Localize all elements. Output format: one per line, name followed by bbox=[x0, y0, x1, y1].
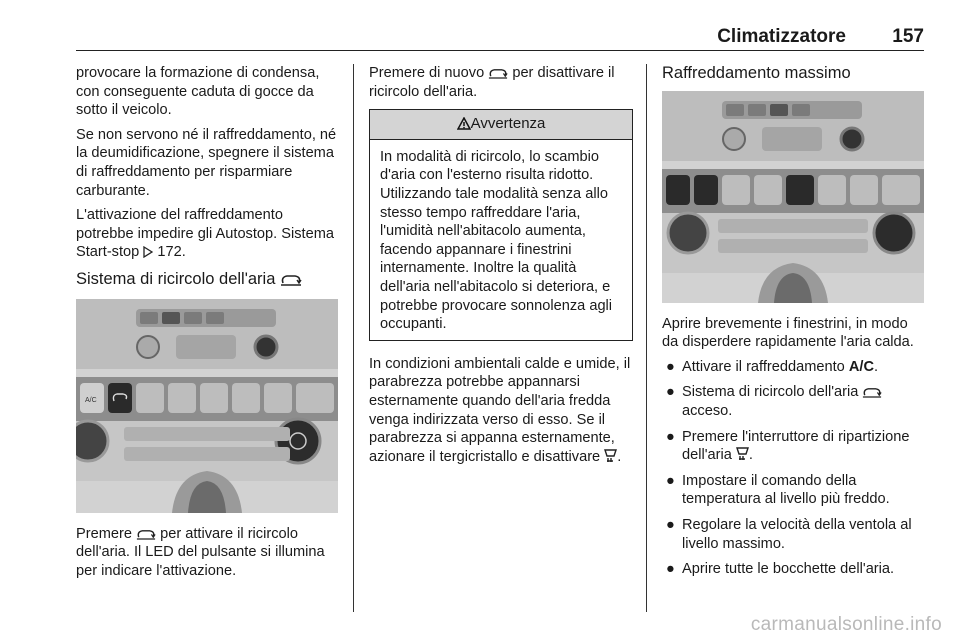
bullet: ● bbox=[666, 358, 675, 375]
column-1 bbox=[76, 64, 342, 586]
warning-triangle-icon bbox=[457, 117, 471, 130]
recirculation-icon bbox=[862, 386, 882, 398]
section-heading: Raffreddamento massimo bbox=[662, 64, 851, 82]
recirculation-icon bbox=[280, 273, 302, 286]
list-item: ● Attivare il raffreddamento A/C. bbox=[666, 358, 879, 375]
bullet: ● bbox=[666, 428, 675, 445]
bullet: ● bbox=[666, 516, 675, 533]
climate-panel-illustration bbox=[76, 299, 338, 513]
paragraph: Se non servono né il raffreddamento, né la deumidificazione, spegnere il sistema di raffreddamento per risparmiare carburante. bbox=[76, 126, 337, 199]
paragraph: Premere per attivare il ricircolo dell'aria. Il LED del pulsante si illumina per indicare l'attivazione. bbox=[76, 525, 325, 579]
paragraph bbox=[76, 206, 342, 262]
recirculation-icon bbox=[136, 528, 156, 540]
header-title: Climatizzatore bbox=[717, 26, 846, 47]
warning-box bbox=[369, 109, 633, 341]
climate-panel-photo bbox=[76, 299, 338, 513]
header-rule bbox=[76, 50, 924, 51]
page-reference-icon bbox=[143, 246, 153, 258]
warning-header bbox=[370, 110, 632, 140]
list-item: ● Aprire tutte le bocchette dell'aria. bbox=[666, 561, 895, 578]
climate-panel-photo-2 bbox=[662, 91, 924, 303]
bullet: ● bbox=[666, 472, 675, 489]
column-divider bbox=[353, 64, 354, 612]
watermark: carmanualsonline.info bbox=[750, 614, 942, 635]
page-reference[interactable]: 172. bbox=[157, 244, 186, 261]
list-item: ● Impostare il comando della temperatura al livello più freddo. bbox=[666, 472, 890, 508]
paragraph: provocare la formazione di condensa, con conseguente caduta di gocce da sotto il veicolo. bbox=[76, 65, 320, 119]
list-item: ● Sistema di ricircolo dell'aria acceso. bbox=[662, 383, 926, 420]
paragraph: In condizioni ambientali calde e umide, il parabrezza potrebbe appannarsi esternamente quando dell'aria fredda venga indirizzata verso di esso. Se il parabrezza si appanna esternamente, azionare il tergicristallo e disattivare . bbox=[369, 355, 631, 465]
ac-button-label: A/C bbox=[85, 396, 97, 404]
list-item: ● Premere l'interruttore di ripartizione dell'aria . bbox=[666, 428, 910, 464]
section-heading: Sistema di ricircolo dell'aria bbox=[76, 270, 342, 289]
warning-body: In modalità di ricircolo, lo scambio d'aria con l'esterno risulta ridotto. Utilizzando tale modalità senza allo stesso tempo raffreddare l'aria, l'umidità nell'abitacolo aumenta, facendo appannare i finestrini internamente. Inoltre la qualità dell'aria nell'abitacolo si deteriora, e potrebbe provocare sonnolenza agli occupanti. bbox=[380, 148, 613, 333]
paragraph: Aprire brevemente i finestrini, in modo da disperdere rapidamente l'aria calda. bbox=[662, 315, 914, 351]
climate-panel-illustration bbox=[662, 91, 924, 303]
warning-title: Avvertenza bbox=[470, 115, 546, 133]
paragraph: Premere di nuovo per disattivare il ricircolo dell'aria. bbox=[369, 65, 615, 100]
windshield-air-icon bbox=[736, 447, 749, 461]
column-divider bbox=[646, 64, 647, 612]
windshield-air-icon bbox=[604, 449, 617, 463]
column-2 bbox=[369, 64, 633, 472]
bullet: ● bbox=[666, 384, 675, 401]
list-item: ● Regolare la velocità della ventola al livello massimo. bbox=[666, 516, 912, 552]
bullet: ● bbox=[666, 561, 675, 578]
recirculation-icon bbox=[488, 67, 508, 79]
bullet-list bbox=[662, 358, 926, 579]
paragraph-text: L'attivazione del raffreddamento potrebbe impedire gli Autostop. Sistema Start-stop bbox=[76, 207, 334, 261]
column-3 bbox=[662, 64, 926, 586]
page-number: 157 bbox=[892, 26, 924, 47]
